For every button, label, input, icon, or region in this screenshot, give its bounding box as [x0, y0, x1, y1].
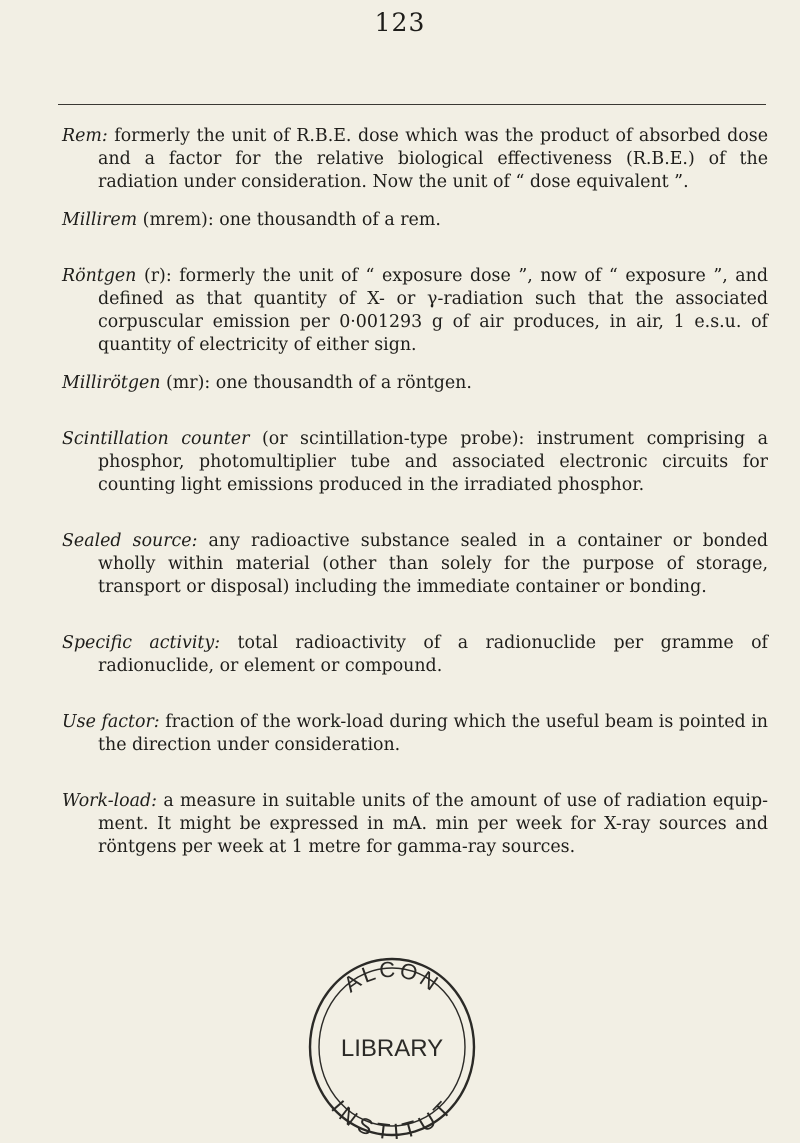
glossary-entry-millirem	[62, 209, 768, 232]
page-number: 123	[374, 8, 426, 37]
definition: a measure in suitable units of the amount of use of radiation equip-ment. It might be expressed in mA. min per week for X-ray sources and röntgens per week at 1 metre for gamma-ray sources.	[98, 791, 768, 857]
stamp-center-text: LIBRARY	[340, 1035, 444, 1062]
term: Work-load:	[62, 791, 157, 811]
glossary-entry-work-load	[62, 790, 768, 859]
definition: formerly the unit of R.B.E. dose which was the product of absorbed dose and a factor for the relative biological effectiveness (R.B.E.) of the radiation under consideration. Now the unit of “ dose equivalent ”.	[98, 126, 768, 192]
glossary-entry-specific-activity	[62, 632, 768, 678]
term: Scintillation counter	[62, 429, 250, 449]
definition: (r): formerly the unit of “ exposure dose ”, now of “ exposure ”, and defined as that quantity of X- or γ-radiation such that the associated corpuscular emission per 0·001293 g of air produces, in air, 1 e.s.u. of quantity of electricity of either sign.	[98, 266, 768, 355]
glossary-entry-rontgen	[62, 265, 768, 357]
stamp-top-text: ALCON	[338, 956, 445, 998]
stamp-bottom-text: INSTITUT	[326, 1095, 458, 1139]
term: Specific activity:	[62, 633, 221, 653]
definition: (or scintillation-type probe): instrument comprising a phosphor, photomultiplier tube and associated electronic circuits for counting light emissions produced in the irradiated phosphor.	[98, 429, 768, 495]
definition: total radioactivity of a radionuclide per gramme of radionuclide, or element or compound.	[98, 633, 768, 676]
term: Rem:	[62, 126, 108, 146]
term: Millirötgen	[62, 373, 161, 393]
term: Use factor:	[62, 712, 160, 732]
glossary-entry-use-factor	[62, 711, 768, 757]
glossary-entry-scintillation-counter	[62, 428, 768, 497]
glossary-entry-millirontgen	[62, 372, 768, 395]
header-rule	[58, 104, 766, 105]
definition: (mr): one thousandth of a röntgen.	[160, 373, 472, 393]
definition: (mrem): one thousandth of a rem.	[137, 210, 441, 230]
glossary-entry-rem	[62, 125, 768, 194]
glossary-entries	[62, 125, 768, 892]
library-stamp	[302, 943, 482, 1139]
glossary-entry-sealed-source	[62, 530, 768, 599]
term: Millirem	[62, 210, 138, 230]
definition: fraction of the work-load during which the useful beam is pointed in the direction under consideration.	[98, 712, 768, 755]
definition: any radioactive substance sealed in a container or bonded wholly within material (other than solely for the purpose of storage, transport or disposal) including the immediate container or bonding.	[98, 531, 769, 597]
term: Sealed source:	[62, 531, 198, 551]
term: Röntgen	[62, 266, 137, 286]
